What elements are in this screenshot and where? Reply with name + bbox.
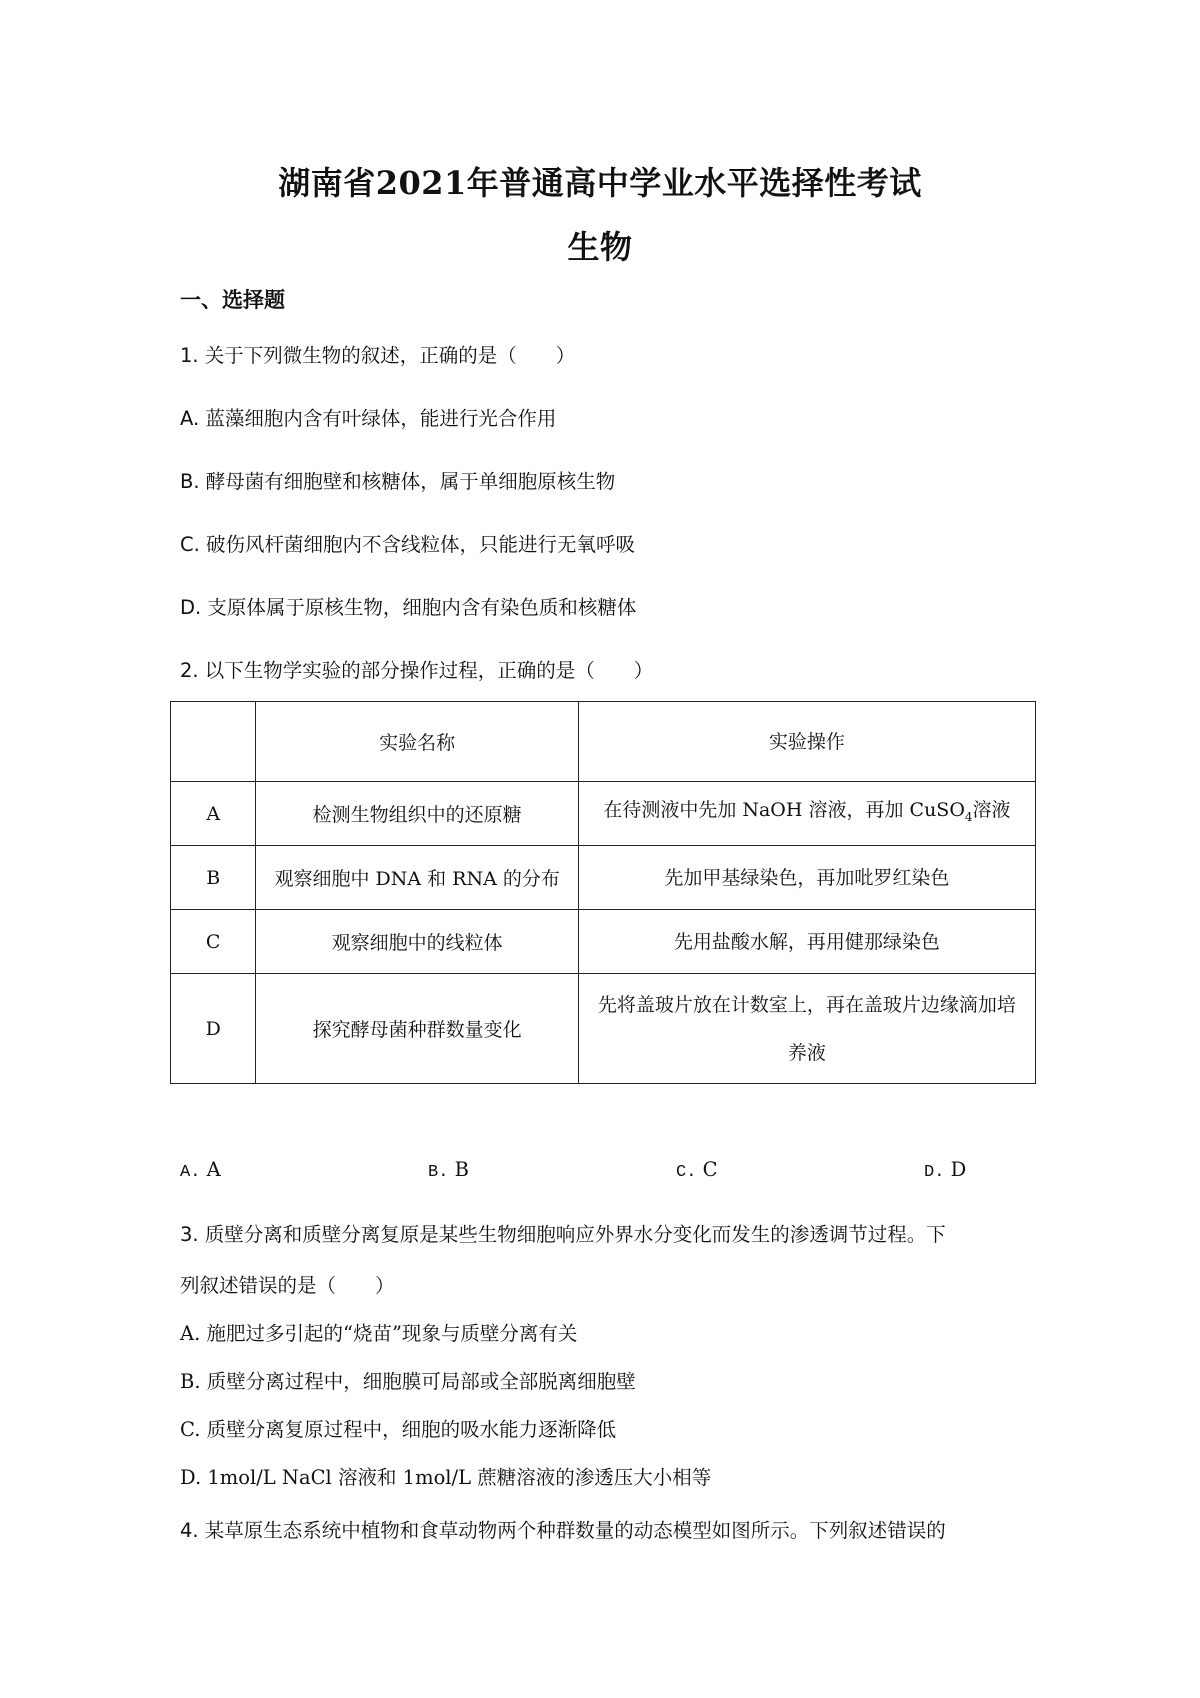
experiment-table (170, 701, 1036, 1084)
question-4-stem-line-1: 4. 某草原生态系统中植物和食草动物两个种群数量的动态模型如图所示。下列叙述错误的 (180, 1519, 946, 1542)
question-2-option-a (180, 1158, 221, 1182)
operation-text: 溶液 (972, 799, 1011, 822)
question-3-option-b: B. 质壁分离过程中，细胞膜可局部或全部脱离细胞壁 (180, 1370, 636, 1393)
question-3-option-c: C. 质壁分离复原过程中，细胞的吸水能力逐渐降低 (180, 1418, 617, 1441)
question-2-option-b (428, 1158, 469, 1182)
option-value: B (454, 1158, 469, 1181)
table-header-cell (171, 702, 256, 782)
exam-title: 湖南省2021年普通高中学业水平选择性考试 (278, 164, 922, 202)
row-label: D (171, 974, 256, 1084)
experiment-operation: 先将盖玻片放在计数室上，再在盖玻片边缘滴加培养液 (578, 974, 1035, 1084)
option-key: D. (924, 1163, 945, 1182)
experiment-name: 探究酵母菌种群数量变化 (256, 974, 578, 1084)
table-row (171, 782, 1036, 846)
question-2-stem: 2. 以下生物学实验的部分操作过程，正确的是（ ） (180, 659, 654, 682)
table-header-row (171, 702, 1036, 782)
subscript: 4 (964, 809, 973, 824)
option-key: A. (180, 1163, 201, 1182)
question-3-stem-line-2: 列叙述错误的是（ ） (180, 1274, 395, 1297)
question-3-option-d: D. 1mol/L NaCl 溶液和 1mol/L 蔗糖溶液的渗透压大小相等 (180, 1466, 712, 1489)
question-3-option-a: A. 施肥过多引起的“烧苗”现象与质壁分离有关 (180, 1322, 578, 1345)
table-header-cell: 实验名称 (256, 702, 578, 782)
table-header-cell: 实验操作 (578, 702, 1035, 782)
table-row (171, 974, 1036, 1084)
operation-text: 在待测液中先加 NaOH 溶液，再加 CuSO (603, 799, 965, 822)
option-key: B. (428, 1163, 449, 1182)
option-value: C (702, 1158, 718, 1181)
experiment-operation: 先用盐酸水解，再用健那绿染色 (578, 910, 1035, 974)
experiment-name: 观察细胞中 DNA 和 RNA 的分布 (256, 846, 578, 910)
row-label: B (171, 846, 256, 910)
option-value: A (206, 1158, 221, 1181)
experiment-name: 观察细胞中的线粒体 (256, 910, 578, 974)
section-heading: 一、选择题 (180, 287, 285, 312)
table-row (171, 910, 1036, 974)
row-label: A (171, 782, 256, 846)
row-label: C (171, 910, 256, 974)
question-1-option-b: B. 酵母菌有细胞壁和核糖体，属于单细胞原核生物 (180, 470, 616, 493)
option-key: C. (676, 1163, 697, 1182)
option-value: D (950, 1158, 967, 1181)
experiment-operation (578, 782, 1035, 846)
question-3-stem-line-1: 3. 质壁分离和质壁分离复原是某些生物细胞响应外界水分变化而发生的渗透调节过程。下 (180, 1223, 946, 1246)
question-1-option-c: C. 破伤风杆菌细胞内不含线粒体，只能进行无氧呼吸 (180, 533, 636, 556)
question-2-option-c (676, 1158, 718, 1182)
question-1-stem: 1. 关于下列微生物的叙述，正确的是（ ） (180, 344, 576, 367)
question-1-option-a: A. 蓝藻细胞内含有叶绿体，能进行光合作用 (180, 407, 557, 430)
subject-title: 生物 (567, 228, 633, 266)
question-1-option-d: D. 支原体属于原核生物，细胞内含有染色质和核糖体 (180, 596, 637, 619)
experiment-operation: 先加甲基绿染色，再加吡罗红染色 (578, 846, 1035, 910)
experiment-name: 检测生物组织中的还原糖 (256, 782, 578, 846)
question-2-option-d (924, 1158, 966, 1182)
table-row (171, 846, 1036, 910)
